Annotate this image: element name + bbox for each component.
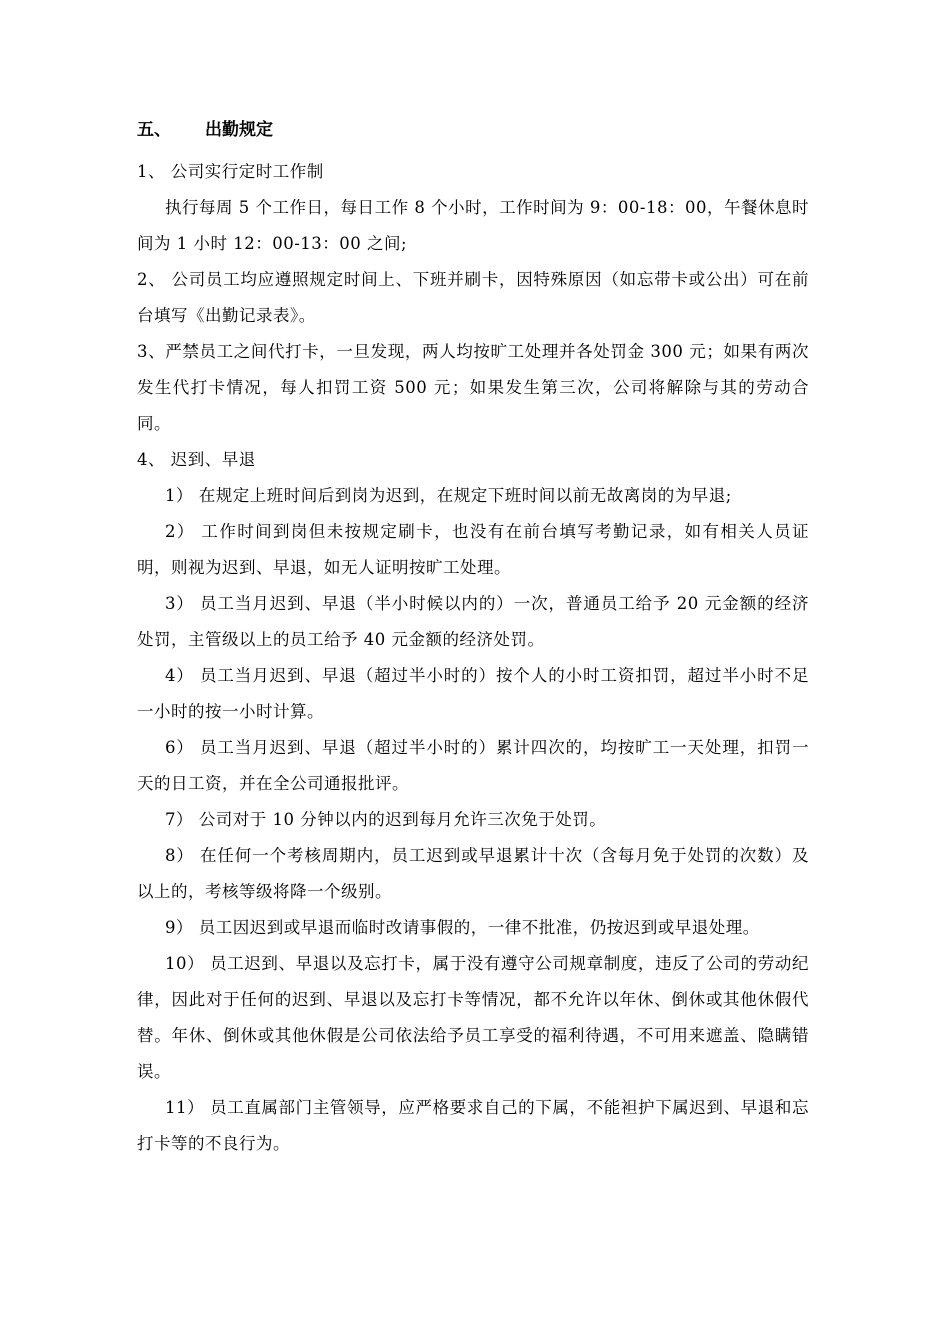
- rule-3: 3、严禁员工之间代打卡，一旦发现，两人均按旷工处理并各处罚金 300 元；如果有两次发生代打卡情况，每人扣罚工资 500 元；如果发生第三次，公司将解除与其的劳动合同。: [137, 342, 809, 433]
- rule-4-item-1: 1） 在规定上班时间后到岗为迟到，在规定下班时间以前无故离岗的为早退;: [165, 486, 732, 505]
- rule-1-detail: 执行每周 5 个工作日，每日工作 8 个小时，工作时间为 9：00-18：00，午餐休息时间为 1 小时 12：00-13：00 之间;: [137, 198, 809, 253]
- rule-4-item-3: 3） 员工当月迟到、早退（半小时候以内的）一次，普通员工给予 20 元金额的经济处罚，主管级以上的员工给予 40 元金额的经济处罚。: [137, 594, 809, 649]
- rule-2: 2、 公司员工均应遵照规定时间上、下班并刷卡，因特殊原因（如忘带卡或公出）可在前台填写《出勤记录表》。: [137, 270, 809, 325]
- rule-4-item-8: 8） 在任何一个考核周期内，员工迟到或早退累计十次（含每月免于处罚的次数）及以上的，考核等级将降一个级别。: [137, 846, 809, 901]
- rule-4-item-6: 6） 员工当月迟到、早退（超过半小时的）累计四次的，均按旷工一天处理，扣罚一天的日工资，并在全公司通报批评。: [137, 738, 809, 793]
- rule-4-item-4: 4） 员工当月迟到、早退（超过半小时的）按个人的小时工资扣罚，超过半小时不足一小时的按一小时计算。: [137, 666, 809, 721]
- document-content: [137, 118, 809, 1162]
- section-number: 五、: [137, 120, 171, 140]
- rule-4-item-10: 10） 员工迟到、早退以及忘打卡，属于没有遵守公司规章制度，违反了公司的劳动纪律，因此对于任何的迟到、早退以及忘打卡等情况，都不允许以年休、倒休或其他休假代替。年休、倒休或其他休假是公司依法给予员工享受的福利待遇，不可用来遮盖、隐瞒错误。: [137, 954, 809, 1081]
- rule-1-title: 1、 公司实行定时工作制: [137, 162, 324, 181]
- section-title: 出勤规定: [205, 120, 273, 140]
- rule-4-item-11: 11） 员工直属部门主管领导，应严格要求自己的下属，不能袒护下属迟到、早退和忘打卡等的不良行为。: [137, 1098, 809, 1153]
- rule-4-title: 4、 迟到、早退: [137, 450, 256, 469]
- section-heading: [137, 118, 809, 142]
- rule-4-item-7: 7） 公司对于 10 分钟以内的迟到每月允许三次免于处罚。: [165, 810, 607, 829]
- rule-4-item-2: 2） 工作时间到岗但未按规定刷卡，也没有在前台填写考勤记录，如有相关人员证明，则视为迟到、早退，如无人证明按旷工处理。: [137, 522, 809, 577]
- rule-4-item-9: 9） 员工因迟到或早退而临时改请事假的，一律不批准，仍按迟到或早退处理。: [165, 918, 760, 937]
